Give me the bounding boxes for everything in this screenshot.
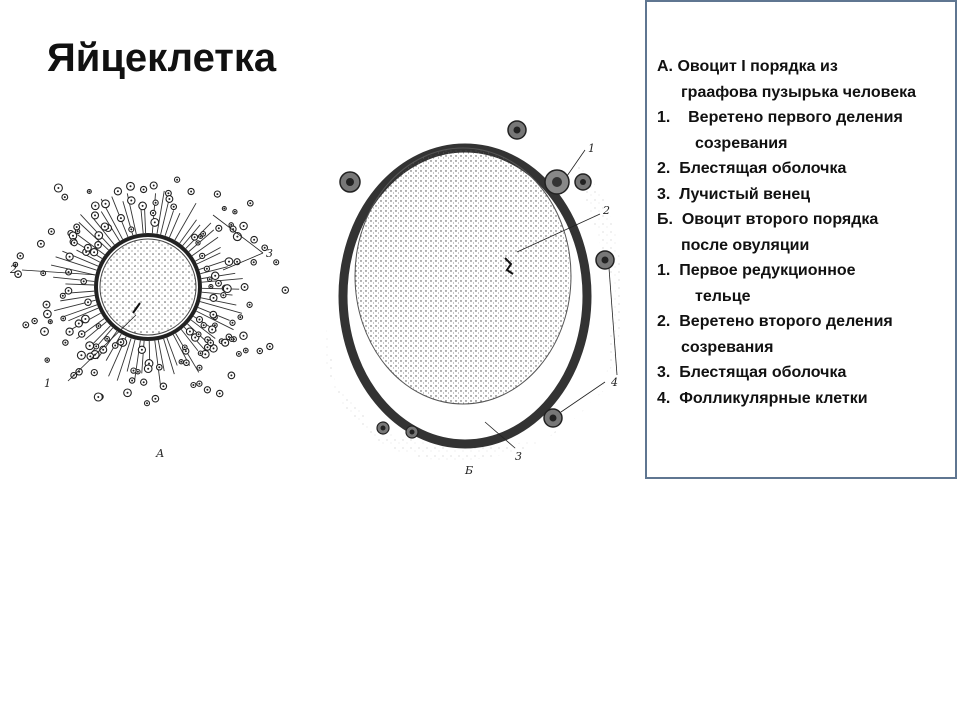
follicular-cell-nucleus [218, 282, 220, 284]
follicular-cell-nucleus [84, 318, 86, 320]
follicular-cell-nucleus [68, 290, 70, 292]
follicular-cell-nucleus [76, 226, 78, 228]
follicular-cell-nucleus [253, 239, 255, 241]
follicular-cell-nucleus [224, 342, 226, 344]
follicular-cell-nucleus [206, 268, 208, 270]
follicular-cell-nucleus [190, 191, 192, 193]
follicular-cell-nucleus [230, 374, 232, 376]
follicular-cell-nucleus [198, 333, 200, 335]
follicular-cell-nucleus [162, 385, 164, 387]
follicular-cell-nucleus [46, 304, 48, 306]
follicular-cell-nucleus [19, 255, 21, 257]
follicular-cell-nucleus [201, 255, 203, 257]
follicular-cell-nucleus [130, 200, 132, 202]
legend-line: А. Овоцит I порядка из [657, 58, 838, 75]
corona-process [65, 284, 94, 285]
follicular-cell-nucleus [137, 371, 139, 373]
follicular-cell-nucleus [199, 319, 201, 321]
follicular-cell-nucleus [219, 393, 221, 395]
follicular-cell-nucleus [102, 349, 104, 351]
follicular-cell-nucleus [189, 331, 191, 333]
follicular-cell-nucleus [207, 346, 209, 348]
legend-line: тельце [695, 287, 751, 305]
follicular-cell-nucleus [93, 372, 95, 374]
follicular-cell-nucleus [106, 338, 108, 340]
follicular-cell-nucleus [158, 366, 160, 368]
follicular-cell-nucleus [147, 368, 149, 370]
follicular-cell-nucleus [245, 350, 247, 352]
legend-line: 2. Блестящая оболочка [657, 160, 847, 177]
follicular-cell-nucleus [244, 286, 246, 288]
legend-list [657, 54, 952, 411]
follicular-cell-nucleus [206, 389, 208, 391]
follicular-cell-nucleus [98, 235, 100, 237]
follicular-cell-nucleus [238, 353, 240, 355]
follicular-cell-nucleus [152, 212, 154, 214]
follicular-cell-nucleus [42, 272, 44, 274]
follicular-cell-nucleus [141, 349, 143, 351]
follicular-cell-nucleus [218, 227, 220, 229]
figure-b-label-2: 2 [603, 204, 610, 217]
follicular-cell-nucleus [46, 313, 48, 315]
follicular-cell-nucleus [214, 275, 216, 277]
follicular-cell-nucleus [87, 247, 89, 249]
follicular-cell-nucleus [62, 318, 64, 320]
follicular-cell-nucleus [72, 235, 74, 237]
follicular-cell-nucleus [81, 333, 83, 335]
follicular-cell-nucleus [203, 324, 205, 326]
legend-line: созревания [695, 134, 788, 152]
corona-process [157, 191, 164, 234]
follicular-cell-nucleus [249, 304, 251, 306]
follicular-cell-nucleus [98, 325, 100, 327]
figure-a-caption: А [156, 447, 165, 460]
legend-line: после овуляции [681, 236, 810, 254]
follicular-cell-nucleus [143, 381, 145, 383]
figure-b-oocyte-secondary [305, 110, 635, 485]
follicular-cell-nucleus [94, 214, 96, 216]
corona-process [202, 288, 239, 289]
follicular-cell-nucleus [269, 346, 271, 348]
follicular-cell-nucleus [130, 228, 132, 230]
follicular-cell-nucleus [168, 198, 170, 200]
corona-process [200, 302, 242, 314]
follicular-cell-nucleus [131, 380, 133, 382]
follicular-cell-nucleus [192, 384, 194, 386]
follicular-cell-nucleus [95, 345, 97, 347]
follicular-cell-nucleus [234, 211, 236, 213]
follicular-cell-nucleus [216, 193, 218, 195]
follicular-cell-nucleus [154, 398, 156, 400]
follicular-cell-nucleus [239, 316, 241, 318]
slide-title: Яйцеклетка [47, 36, 277, 80]
follicular-cell-nucleus [231, 338, 233, 340]
corona-process [165, 210, 173, 235]
follicular-cell-nucleus [57, 187, 59, 189]
legend-line: 3. Лучистый венец [657, 185, 811, 203]
legend-box [645, 0, 957, 479]
legend-line: созревания [681, 338, 774, 356]
follicular-cell-nucleus [120, 217, 122, 219]
corona-process [167, 338, 177, 366]
follicular-cell-nucleus [50, 231, 52, 233]
follicular-cell-nucleus [142, 205, 144, 207]
follicular-cell-nucleus [148, 363, 150, 365]
corona-process [53, 277, 94, 281]
follicular-cell-nucleus [243, 225, 245, 227]
follicular-cell-nucleus [222, 294, 224, 296]
follicular-cell-nucleus [64, 196, 66, 198]
follicular-cell-nucleus [44, 331, 46, 333]
follicular-cell-nucleus [202, 233, 204, 235]
follicular-cell-nucleus [184, 346, 186, 348]
follicular-cell-nucleus [243, 335, 245, 337]
legend-line: 3. Блестящая оболочка [657, 364, 847, 381]
follicular-cell-nucleus [83, 280, 85, 282]
legend-line: 1. Первое редукционное [657, 262, 856, 279]
follicular-cell-nucleus [213, 347, 215, 349]
follicular-cell-nucleus [173, 206, 175, 208]
follicular-cell-nucleus [17, 273, 19, 275]
follicular-cell-nucleus [204, 353, 206, 355]
follicular-cell-nucleus [94, 205, 96, 207]
follicular-cell-nucleus [62, 295, 64, 297]
follicular-cell-nucleus [89, 355, 91, 357]
follicular-cell-nucleus [212, 314, 214, 316]
figure-a-oocyte-primary [8, 175, 293, 465]
figure-a-label-3: 3 [266, 247, 273, 260]
follicular-cell-nucleus [199, 367, 201, 369]
legend-line: 2. Веретено второго деления [657, 313, 893, 330]
follicular-cell-nucleus [284, 289, 286, 291]
follicular-cell-nucleus [80, 354, 82, 356]
follicular-cell-nucleus [185, 362, 187, 364]
legend-line: Б. Овоцит второго порядка [657, 211, 879, 228]
figure-b-label-3: 3 [515, 450, 522, 463]
corona-process [56, 257, 97, 270]
follicular-cell-nucleus [249, 202, 251, 204]
follicular-cell-nucleus [97, 244, 99, 246]
legend-line: 4. Фолликулярные клетки [657, 389, 868, 407]
follicular-cell-nucleus [143, 189, 145, 191]
follicular-cell-nucleus [87, 301, 89, 303]
legend-line: граафова пузырька человека [681, 83, 917, 101]
follicular-cell-nucleus [210, 286, 212, 288]
follicular-cell-nucleus [25, 324, 27, 326]
figure-a-label-2: 2 [10, 263, 17, 276]
follicular-cell-nucleus [236, 236, 238, 238]
follicular-cell-nucleus [114, 345, 116, 347]
leader-line-b-follicular-2 [561, 382, 605, 412]
follicular-cell-nucleus [228, 261, 230, 263]
follicular-cell-nucleus [210, 342, 212, 344]
follicular-cell-nucleus [117, 190, 119, 192]
follicular-cell-nucleus [78, 323, 80, 325]
follicular-cell-nucleus [69, 331, 71, 333]
follicular-cell-nucleus [127, 392, 129, 394]
follicular-cell-nucleus [226, 288, 228, 290]
follicular-cell-nucleus [211, 329, 213, 331]
follicular-cell-nucleus [153, 185, 155, 187]
follicular-cell-nucleus [77, 230, 79, 232]
follicular-cell-nucleus [200, 352, 202, 354]
follicular-cell-nucleus [69, 256, 71, 258]
follicular-cell-nucleus [198, 383, 200, 385]
figure-a-label-1: 1 [44, 377, 51, 390]
follicular-cell-nucleus [185, 350, 187, 352]
follicular-cell-nucleus [154, 221, 156, 223]
follicular-cell-nucleus [230, 224, 232, 226]
follicular-cell-nucleus [93, 251, 95, 253]
follicular-cell-nucleus [120, 341, 122, 343]
follicular-cell-nucleus [73, 242, 75, 244]
follicular-cell-nucleus [46, 359, 48, 361]
leader-line-a-zona [22, 270, 98, 275]
follicular-cell-nucleus [64, 342, 66, 344]
follicular-cell-nucleus [105, 203, 107, 205]
corona-process [201, 298, 236, 305]
figure-b-label-1: 1 [588, 142, 595, 155]
follicular-cell-nucleus [40, 243, 42, 245]
follicular-cell-nucleus [259, 350, 261, 352]
corona-process [127, 339, 135, 371]
follicular-cell-nucleus [275, 261, 277, 263]
follicular-cell-nucleus [167, 192, 169, 194]
figure-b-caption: Б [465, 464, 474, 477]
follicular-cell-nucleus [88, 191, 90, 193]
follicular-cell-nucleus [213, 297, 215, 299]
follicular-cell-nucleus [49, 321, 51, 323]
follicular-cell-nucleus [194, 337, 196, 339]
follicular-cell-nucleus [253, 261, 255, 263]
follicular-cell-nucleus [104, 226, 106, 228]
cytoplasm-a [100, 239, 196, 335]
legend-line: 1. Веретено первого деления [657, 109, 903, 126]
follicular-cell-nucleus [194, 236, 196, 238]
follicular-cell-nucleus [146, 402, 148, 404]
follicular-cell-nucleus [236, 261, 238, 263]
follicular-cell-nucleus [34, 320, 36, 322]
follicular-cell-nucleus [197, 242, 199, 244]
follicular-cell-nucleus [209, 278, 211, 280]
follicular-cell-nucleus [89, 345, 91, 347]
follicular-cell-nucleus [133, 370, 135, 372]
cytoplasm-b [355, 148, 571, 404]
follicular-cell-nucleus [180, 361, 182, 363]
follicular-cell-nucleus [130, 185, 132, 187]
follicular-cell-nucleus [223, 208, 225, 210]
follicular-cell-nucleus [155, 202, 157, 204]
follicular-cell-nucleus [232, 322, 234, 324]
follicular-cell-nucleus [97, 396, 99, 398]
follicular-cell-nucleus [176, 179, 178, 181]
figure-b-label-4: 4 [611, 376, 618, 389]
